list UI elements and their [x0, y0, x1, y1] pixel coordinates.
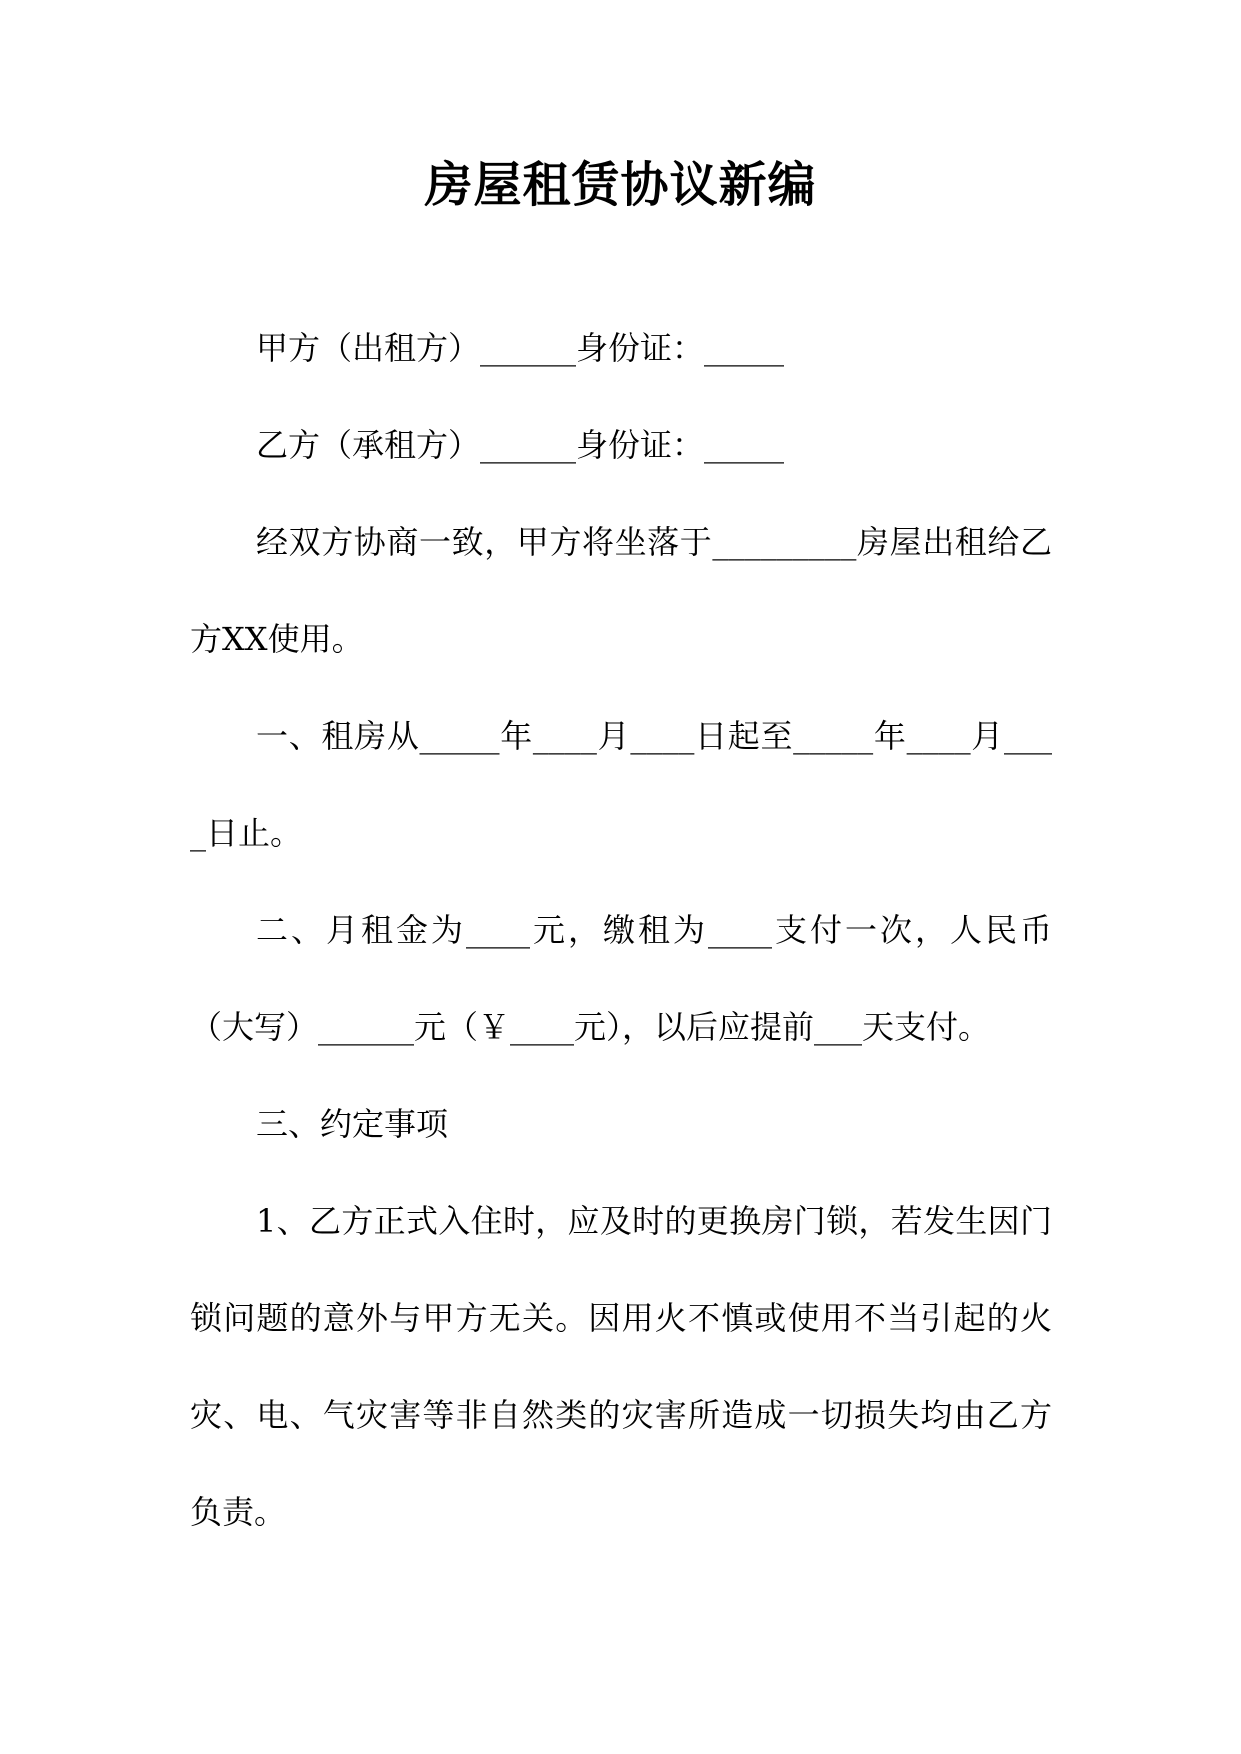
- agreed-matter-1: 1、乙方正式入住时，应及时的更换房门锁，若发生因门锁问题的意外与甲方无关。因用火不慎或使用不当引起的火灾、电、气灾害等非自然类的灾害所造成一切损失均由乙方负责。: [190, 1202, 1052, 1531]
- document-body: [190, 300, 1052, 1561]
- party-a-line: 甲方（出租方）______身份证：_____: [256, 329, 785, 367]
- clause-rent: 二、月租金为____元，缴租为____支付一次，人民币（大写）______元（￥____元），以后应提前___天支付。: [190, 911, 1052, 1046]
- agreement-intro: 经双方协商一致，甲方将坐落于_________房屋出租给乙方XX使用。: [190, 523, 1052, 658]
- party-b-line: 乙方（承租方）______身份证：_____: [256, 426, 785, 464]
- clause-agreed-matters-heading: 三、约定事项: [256, 1105, 449, 1143]
- document-title: 房屋租赁协议新编: [424, 157, 817, 213]
- clause-lease-term: 一、租房从_____年____月____日起至_____年____月____日止。: [190, 717, 1052, 852]
